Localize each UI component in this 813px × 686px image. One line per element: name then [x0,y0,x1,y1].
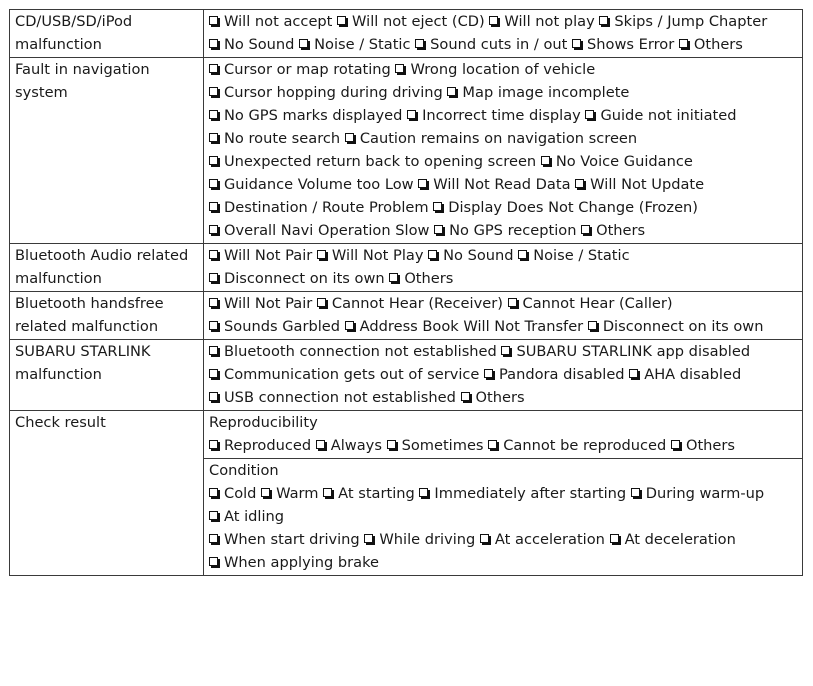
checkbox-icon[interactable] [489,16,498,25]
checkbox-label: No Voice Guidance [555,153,693,170]
checkbox-option-when-applying-brake[interactable] [209,554,379,571]
checkbox-label: Immediately after starting [434,485,627,502]
checkbox-icon[interactable] [575,179,584,188]
checkbox-line [209,340,802,363]
checkbox-label: Address Book Will Not Transfer [359,318,584,335]
checkbox-option-pandora-disabled[interactable] [484,366,625,383]
checkbox-icon[interactable] [209,87,218,96]
checkbox-icon[interactable] [209,64,218,73]
row-cd-usb-sd-ipod-malfunction [10,10,803,58]
checkbox-icon[interactable] [501,346,510,355]
checkbox-label: Sounds Garbled [224,318,341,335]
checkbox-line [209,244,802,290]
checkbox-label: Others [596,222,646,239]
checkbox-icon[interactable] [585,110,594,119]
checkbox-label: Will Not Pair [224,247,313,264]
checkbox-option-will-not-pair[interactable] [209,247,312,264]
checkbox-label: Guide not initiated [600,107,737,124]
checkbox-icon[interactable] [209,298,218,307]
checkbox-icon[interactable] [209,273,218,282]
checkbox-label: Cursor or map rotating [224,61,391,78]
checkbox-line [209,196,802,242]
checkbox-icon[interactable] [415,39,424,48]
checkbox-option-cannot-be-reproduced[interactable] [488,437,666,454]
category-label: Check result [10,411,204,576]
checkbox-icon[interactable] [261,488,270,497]
checkbox-label: Noise / Static [533,247,630,264]
checkbox-option-bluetooth-connection-not-established[interactable] [209,343,497,360]
checkbox-label: Incorrect time display [422,107,581,124]
checkbox-icon[interactable] [488,440,497,449]
checkbox-option-will-not-update[interactable] [575,176,704,193]
checkbox-label: Others [404,270,454,287]
checkbox-option-skips-jump-chapter[interactable] [599,13,767,30]
checkbox-label: Skips / Jump Chapter [614,13,768,30]
checkbox-option-guide-not-initiated[interactable] [585,107,736,124]
checkbox-icon[interactable] [434,225,443,234]
checkbox-option-will-not-play[interactable] [317,247,424,264]
section-heading: Reproducibility [209,414,318,431]
checkbox-label: Guidance Volume too Low [224,176,414,193]
checkbox-icon[interactable] [671,440,680,449]
checkbox-label: Cold [224,485,257,502]
checkbox-line [209,33,802,56]
checkbox-icon[interactable] [317,298,326,307]
checkbox-icon[interactable] [447,87,456,96]
checkbox-icon[interactable] [209,440,218,449]
checkbox-option-no-sound[interactable] [209,36,294,53]
checkbox-option-unexpected-return-back-to-opening-screen[interactable] [209,153,536,170]
row-bluetooth-audio-related-malfunction [10,244,803,292]
checkbox-option-subaru-starlink-app-disabled[interactable] [501,343,750,360]
checkbox-icon[interactable] [387,440,396,449]
checkbox-label: No Sound [443,247,514,264]
checkbox-option-others[interactable] [389,270,453,287]
checkbox-label: Wrong location of vehicle [410,61,596,78]
checkbox-option-others[interactable] [671,437,735,454]
checkbox-option-usb-connection-not-established[interactable] [209,389,456,406]
checkbox-icon[interactable] [345,321,354,330]
checkbox-option-will-not-play[interactable] [489,13,594,30]
checkbox-line [209,150,802,196]
checkbox-option-cannot-hear-receiver[interactable] [317,295,503,312]
checkbox-label: At starting [338,485,415,502]
checkbox-icon[interactable] [407,110,416,119]
options-cell [204,459,803,576]
checkbox-label: No Sound [224,36,295,53]
checkbox-label: Cannot Hear (Receiver) [331,295,503,312]
row-check-result-reproducibility [10,411,803,459]
category-label: Bluetooth handsfree related malfunction [10,292,204,340]
checkbox-label: Cannot Hear (Caller) [522,295,673,312]
checkbox-option-map-image-incomplete[interactable] [447,84,629,101]
checkbox-label: Destination / Route Problem [224,199,429,216]
checkbox-icon[interactable] [572,39,581,48]
checkbox-option-cannot-hear-caller[interactable] [508,295,673,312]
checkbox-icon[interactable] [345,133,354,142]
checkbox-icon[interactable] [364,534,373,543]
checkbox-label: Others [475,389,525,406]
checkbox-option-disconnect-on-its-own[interactable] [209,270,385,287]
checkbox-label: Will Not Play [331,247,424,264]
options-cell [204,340,803,411]
checkbox-option-others[interactable] [679,36,743,53]
row-fault-in-navigation-system [10,58,803,244]
checkbox-label: AHA disabled [644,366,742,383]
checkbox-label: SUBARU STARLINK app disabled [516,343,751,360]
checkbox-icon[interactable] [209,179,218,188]
checkbox-label: No GPS reception [449,222,577,239]
checkbox-option-noise-static[interactable] [299,36,410,53]
checkbox-icon[interactable] [428,250,437,259]
checkbox-label: Disconnect on its own [224,270,385,287]
checkbox-icon[interactable] [610,534,619,543]
checkbox-icon[interactable] [299,39,308,48]
checkbox-icon[interactable] [418,179,427,188]
checkbox-option-communication-gets-out-of-service[interactable] [209,366,479,383]
checkbox-icon[interactable] [599,16,608,25]
checkbox-option-caution-remains-on-navigation-screen[interactable] [345,130,637,147]
checkbox-icon[interactable] [317,250,326,259]
checkbox-label: No route search [224,130,341,147]
checkbox-option-sometimes[interactable] [387,437,484,454]
checkbox-label: Will Not Read Data [433,176,571,193]
checkbox-label: Overall Navi Operation Slow [224,222,430,239]
checkbox-option-others[interactable] [461,389,525,406]
checkbox-option-aha-disabled[interactable] [629,366,741,383]
checkbox-line [209,434,802,457]
checkbox-icon[interactable] [395,64,404,73]
checkbox-option-will-not-eject-cd[interactable] [337,13,485,30]
checkbox-icon[interactable] [209,369,218,378]
checkbox-option-cold[interactable] [209,485,256,502]
checkbox-label: Disconnect on its own [602,318,764,335]
checkbox-icon[interactable] [209,133,218,142]
checkbox-option-will-not-read-data[interactable] [418,176,570,193]
checkbox-option-at-starting[interactable] [323,485,415,502]
checkbox-label: Will not accept [224,13,333,30]
checkbox-line [209,528,802,574]
options-cell [204,58,803,244]
checkbox-line [209,58,802,104]
checkbox-icon[interactable] [419,488,428,497]
checkbox-icon[interactable] [541,156,550,165]
checkbox-option-reproduced[interactable] [209,437,311,454]
checkbox-label: Sometimes [401,437,484,454]
checkbox-option-no-route-search[interactable] [209,130,340,147]
checkbox-label: Warm [276,485,319,502]
checkbox-option-no-voice-guidance[interactable] [541,153,693,170]
checkbox-icon[interactable] [508,298,517,307]
checkbox-option-guidance-volume-too-low[interactable] [209,176,414,193]
checkbox-label: During warm-up [645,485,765,502]
row-subaru-starlink-malfunction [10,340,803,411]
checkbox-label: Map image incomplete [462,84,630,101]
checkbox-option-display-does-not-change-frozen[interactable] [433,199,698,216]
section-heading: Condition [209,462,279,479]
checkbox-label: Cannot be reproduced [503,437,667,454]
checkbox-line [209,363,802,409]
checkbox-option-cursor-or-map-rotating[interactable] [209,61,391,78]
checkbox-icon[interactable] [209,557,218,566]
checkbox-icon[interactable] [209,392,218,401]
checkbox-option-immediately-after-starting[interactable] [419,485,626,502]
checkbox-option-at-acceleration[interactable] [480,531,605,548]
checkbox-line [209,482,802,528]
checkbox-label: USB connection not established [224,389,456,406]
checkbox-option-overall-navi-operation-slow[interactable] [209,222,429,239]
checkbox-label: Sound cuts in / out [430,36,568,53]
checkbox-option-during-warm-up[interactable] [631,485,764,502]
checkbox-icon[interactable] [316,440,325,449]
category-label: CD/USB/SD/iPod malfunction [10,10,204,58]
checkbox-line [209,10,802,33]
checkbox-option-sounds-garbled[interactable] [209,318,340,335]
checklist-body [10,10,803,576]
checkbox-option-incorrect-time-display[interactable] [407,107,581,124]
checkbox-icon[interactable] [484,369,493,378]
checkbox-icon[interactable] [209,250,218,259]
checkbox-label: Pandora disabled [499,366,625,383]
options-cell [204,411,803,459]
checkbox-option-cursor-hopping-during-driving[interactable] [209,84,443,101]
checkbox-option-address-book-will-not-transfer[interactable] [345,318,584,335]
category-label: Bluetooth Audio related malfunction [10,244,204,292]
checkbox-icon[interactable] [209,16,218,25]
checkbox-option-noise-static[interactable] [518,247,629,264]
checkbox-option-always[interactable] [316,437,382,454]
checkbox-icon[interactable] [461,392,470,401]
checkbox-icon[interactable] [209,346,218,355]
checkbox-label: When start driving [224,531,360,548]
checkbox-icon[interactable] [209,39,218,48]
checkbox-line [209,292,802,315]
checkbox-label: Noise / Static [314,36,411,53]
checkbox-option-while-driving[interactable] [364,531,475,548]
checkbox-option-shows-error[interactable] [572,36,674,53]
checkbox-label: Cursor hopping during driving [224,84,443,101]
checkbox-icon[interactable] [631,488,640,497]
checkbox-label: Unexpected return back to opening screen [224,153,537,170]
checkbox-icon[interactable] [209,202,218,211]
options-cell [204,10,803,58]
checkbox-option-at-deceleration[interactable] [610,531,736,548]
category-label: Fault in navigation system [10,58,204,244]
checkbox-icon[interactable] [323,488,332,497]
options-cell [204,244,803,292]
checkbox-icon[interactable] [337,16,346,25]
checkbox-option-no-sound[interactable] [428,247,513,264]
checkbox-icon[interactable] [629,369,638,378]
checkbox-label: Will not play [504,13,595,30]
checkbox-icon[interactable] [389,273,398,282]
checkbox-label: Bluetooth connection not established [224,343,497,360]
checkbox-label: Reproduced [224,437,312,454]
checkbox-option-no-gps-reception[interactable] [434,222,576,239]
checkbox-label: Will Not Update [590,176,705,193]
checkbox-icon[interactable] [209,534,218,543]
malfunction-checklist-table [9,9,803,576]
checkbox-option-disconnect-on-its-own[interactable] [588,318,764,335]
checkbox-label: Display Does Not Change (Frozen) [448,199,699,216]
checkbox-icon[interactable] [209,156,218,165]
checkbox-option-at-idling[interactable] [209,508,284,525]
checkbox-icon[interactable] [518,250,527,259]
checkbox-label: Shows Error [587,36,675,53]
checkbox-label: When applying brake [224,554,380,571]
checkbox-label: At idling [224,508,285,525]
checkbox-option-no-gps-marks-displayed[interactable] [209,107,402,124]
checkbox-option-will-not-pair[interactable] [209,295,312,312]
checkbox-icon[interactable] [209,511,218,520]
checkbox-icon[interactable] [209,225,218,234]
options-cell [204,292,803,340]
checkbox-icon[interactable] [209,488,218,497]
checkbox-label: Communication gets out of service [224,366,480,383]
checkbox-option-sound-cuts-in-out[interactable] [415,36,567,53]
checkbox-option-wrong-location-of-vehicle[interactable] [395,61,595,78]
category-label: SUBARU STARLINK malfunction [10,340,204,411]
checkbox-option-when-start-driving[interactable] [209,531,360,548]
checkbox-option-destination-route-problem[interactable] [209,199,429,216]
checkbox-icon[interactable] [209,110,218,119]
checkbox-option-will-not-accept[interactable] [209,13,332,30]
checkbox-label: While driving [379,531,476,548]
checkbox-line [209,104,802,150]
checkbox-icon[interactable] [480,534,489,543]
checkbox-label: Will not eject (CD) [352,13,485,30]
checkbox-label: No GPS marks displayed [224,107,403,124]
checkbox-label: Always [330,437,382,454]
checkbox-label: Will Not Pair [224,295,313,312]
row-bluetooth-handsfree-related-malfunction [10,292,803,340]
checkbox-icon[interactable] [209,321,218,330]
checkbox-icon[interactable] [581,225,590,234]
checkbox-label: At deceleration [624,531,736,548]
checkbox-icon[interactable] [679,39,688,48]
checkbox-label: Caution remains on navigation screen [359,130,638,147]
checkbox-option-others[interactable] [581,222,645,239]
checkbox-icon[interactable] [433,202,442,211]
checkbox-label: Others [685,437,735,454]
checkbox-option-warm[interactable] [261,485,318,502]
checkbox-icon[interactable] [588,321,597,330]
checkbox-line [209,315,802,338]
checkbox-label: Others [693,36,743,53]
checkbox-label: At acceleration [494,531,605,548]
